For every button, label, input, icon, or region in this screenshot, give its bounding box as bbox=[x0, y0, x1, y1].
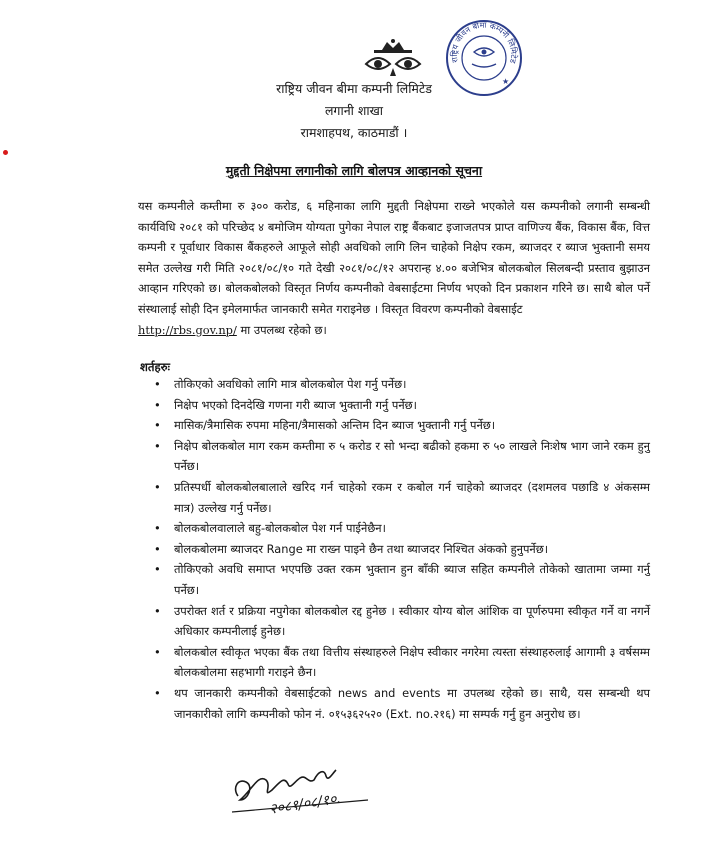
branch-name: लगानी शाखा bbox=[324, 103, 384, 118]
condition-text: बोलकबोलवालाले बहु-बोलकबोल पेश गर्न पाईनेछैन। bbox=[174, 521, 386, 536]
condition-item bbox=[152, 415, 650, 436]
bullet-icon: • bbox=[154, 521, 161, 536]
bullet-icon: • bbox=[154, 644, 161, 659]
body-text: यस कम्पनीले कम्तीमा रु ३०० करोड, ६ महिनाका लागि मुद्दती निक्षेपमा राख्ने भएकोले यस कम्पनीको लगानी सम्बन्धी कार्यविधि २०८१ को परिच्छेद ४ बमोजिम योग्यता पुगेका नेपाल राष्ट्र बैंकबाट इजाजतपत्र प्राप्त वाणिज्य बैंक, विकास बैंक, वित्त कम्पनी र पूर्वाधार विकास बैंकहरुले आफूले सोही अवधिको लागि लिन चाहेको निक्षेप रकम, ब्याजदर र ब्याज भुक्तानी समय समेत उल्लेख गरी मिति २०८१/०८/१० गते देखी २०८१/०८/१२ अपरान्ह ४.०० बजेभित्र बोलकबोल सिलबन्दी प्रस्ताव बुझाउन आव्हान गरिएको छ। बोलकबोलको विस्तृत निर्णय कम्पनीको वेबसाईटमा निर्णय भएको दिन प्रकाशन गरिने छ। साथै बोल पर्ने संस्थालाई सोही दिन इमेलमार्फत जानकारी समेत गराइनेछ । विस्तृत विवरण कम्पनीको वेबसाईट bbox=[138, 199, 650, 316]
condition-item bbox=[152, 642, 650, 683]
bullet-icon: • bbox=[154, 418, 161, 433]
condition-item bbox=[152, 477, 650, 518]
bullet-icon: • bbox=[154, 479, 161, 494]
condition-item bbox=[152, 395, 650, 416]
bullet-icon: • bbox=[154, 541, 161, 556]
condition-text: तोकिएको अवधि समाप्त भएपछि उक्त रकम भुक्तान हुन बाँकी ब्याज सहित कम्पनीले तोकेको खातामा जम्मा गर्नु पर्नेछ। bbox=[174, 562, 650, 597]
condition-text: बोलकबोल स्वीकृत भएका बैंक तथा वित्तीय संस्थाहरुले निक्षेप स्वीकार नगरेमा त्यस्ता संस्थाहरुलाई आगामी ३ वर्षसम्म बोलकबोलमा सहभागी गराइने छैन। bbox=[174, 644, 650, 680]
condition-text: निक्षेप भएको दिनदेखि गणना गरी ब्याज भुक्तानी गर्नु पर्नेछ। bbox=[174, 397, 417, 412]
website-link[interactable]: http://rbs.gov.np/ bbox=[138, 322, 237, 337]
condition-text: प्रतिस्पर्धी बोलकबोलबालाले खरिद गर्न चाहेको रकम र कबोल गर्न चाहेको ब्याजदर (दशमलव पछाडि ४ अंकसम्म मात्र) उल्लेख गर्नु पर्नेछ। bbox=[174, 479, 650, 515]
condition-text: बोलकबोलमा ब्याजदर Range मा राख्न पाइने छैन तथा ब्याजदर निश्चित अंकको हुनुपर्नेछ। bbox=[174, 541, 549, 556]
condition-item bbox=[152, 559, 650, 600]
condition-text: मासिक/त्रैमासिक रुपमा महिना/त्रैमासको अन्तिम दिन ब्याज भुक्तानी गर्नु पर्नेछ। bbox=[174, 418, 496, 433]
condition-text: तोकिएको अवधिको लागि मात्र बोलकबोल पेश गर्नु पर्नेछ। bbox=[174, 377, 407, 391]
bullet-icon: • bbox=[154, 685, 161, 700]
condition-item bbox=[152, 683, 650, 724]
bullet-icon: • bbox=[154, 377, 161, 391]
svg-text:★: ★ bbox=[502, 77, 510, 86]
svg-text:राष्ट्रिय जीवन बीमा कम्पनी लिम bbox=[449, 20, 519, 65]
organization-name: राष्ट्रिय जीवन बीमा कम्पनी लिमिटेड bbox=[276, 81, 432, 96]
organization-address: रामशाहपथ, काठमाडौं । bbox=[300, 125, 408, 140]
bullet-icon: • bbox=[154, 397, 161, 412]
conditions-heading: शर्तहरुः bbox=[140, 360, 170, 374]
notice-body-paragraph bbox=[138, 196, 650, 340]
condition-text: उपरोक्त शर्त र प्रक्रिया नपुगेका बोलकबोल रद्द हुनेछ । स्वीकार योग्य बोल आंशिक वा पूर्णरुपमा स्वीकृत गर्ने वा नगर्ने अधिकार कम्पनीलाई हुनेछ। bbox=[174, 603, 650, 639]
seal-text: राष्ट्रिय जीवन बीमा कम्पनी लिमिटेड bbox=[449, 20, 519, 65]
condition-text: थप जानकारी कम्पनीको वेबसाईटको news and events मा उपलब्ध रहेको छ। साथै, यस सम्बन्धी थप जानकारीको लागि कम्पनीको फोन नं. ०१५३६२५२० (Ext. no.२१६) मा सम्पर्क गर्नु हुन अनुरोध छ। bbox=[174, 685, 650, 721]
condition-item bbox=[152, 374, 650, 395]
notice-title: मुद्दती निक्षेपमा लगानीको लागि बोलपत्र आव्हानको सूचना bbox=[225, 163, 483, 178]
company-logo-icon bbox=[360, 38, 426, 80]
red-dot-mark bbox=[3, 150, 8, 155]
condition-text: निक्षेप बोलकबोल माग रकम कम्तीमा रु ५ करोड र सो भन्दा बढीको हकमा रु ५० लाखले निःशेष भाग जाने रकम हुनु पर्नेछ। bbox=[174, 438, 650, 474]
signature-date: २०८१/०८/१०. bbox=[268, 790, 343, 818]
body-text-end: मा उपलब्ध रहेको छ। bbox=[240, 322, 327, 337]
condition-item bbox=[152, 539, 650, 560]
bullet-icon: • bbox=[154, 438, 161, 453]
condition-item bbox=[152, 436, 650, 477]
condition-item bbox=[152, 601, 650, 642]
bullet-icon: • bbox=[154, 562, 161, 577]
conditions-list bbox=[152, 374, 650, 724]
condition-item bbox=[152, 518, 650, 539]
bullet-icon: • bbox=[154, 603, 161, 618]
